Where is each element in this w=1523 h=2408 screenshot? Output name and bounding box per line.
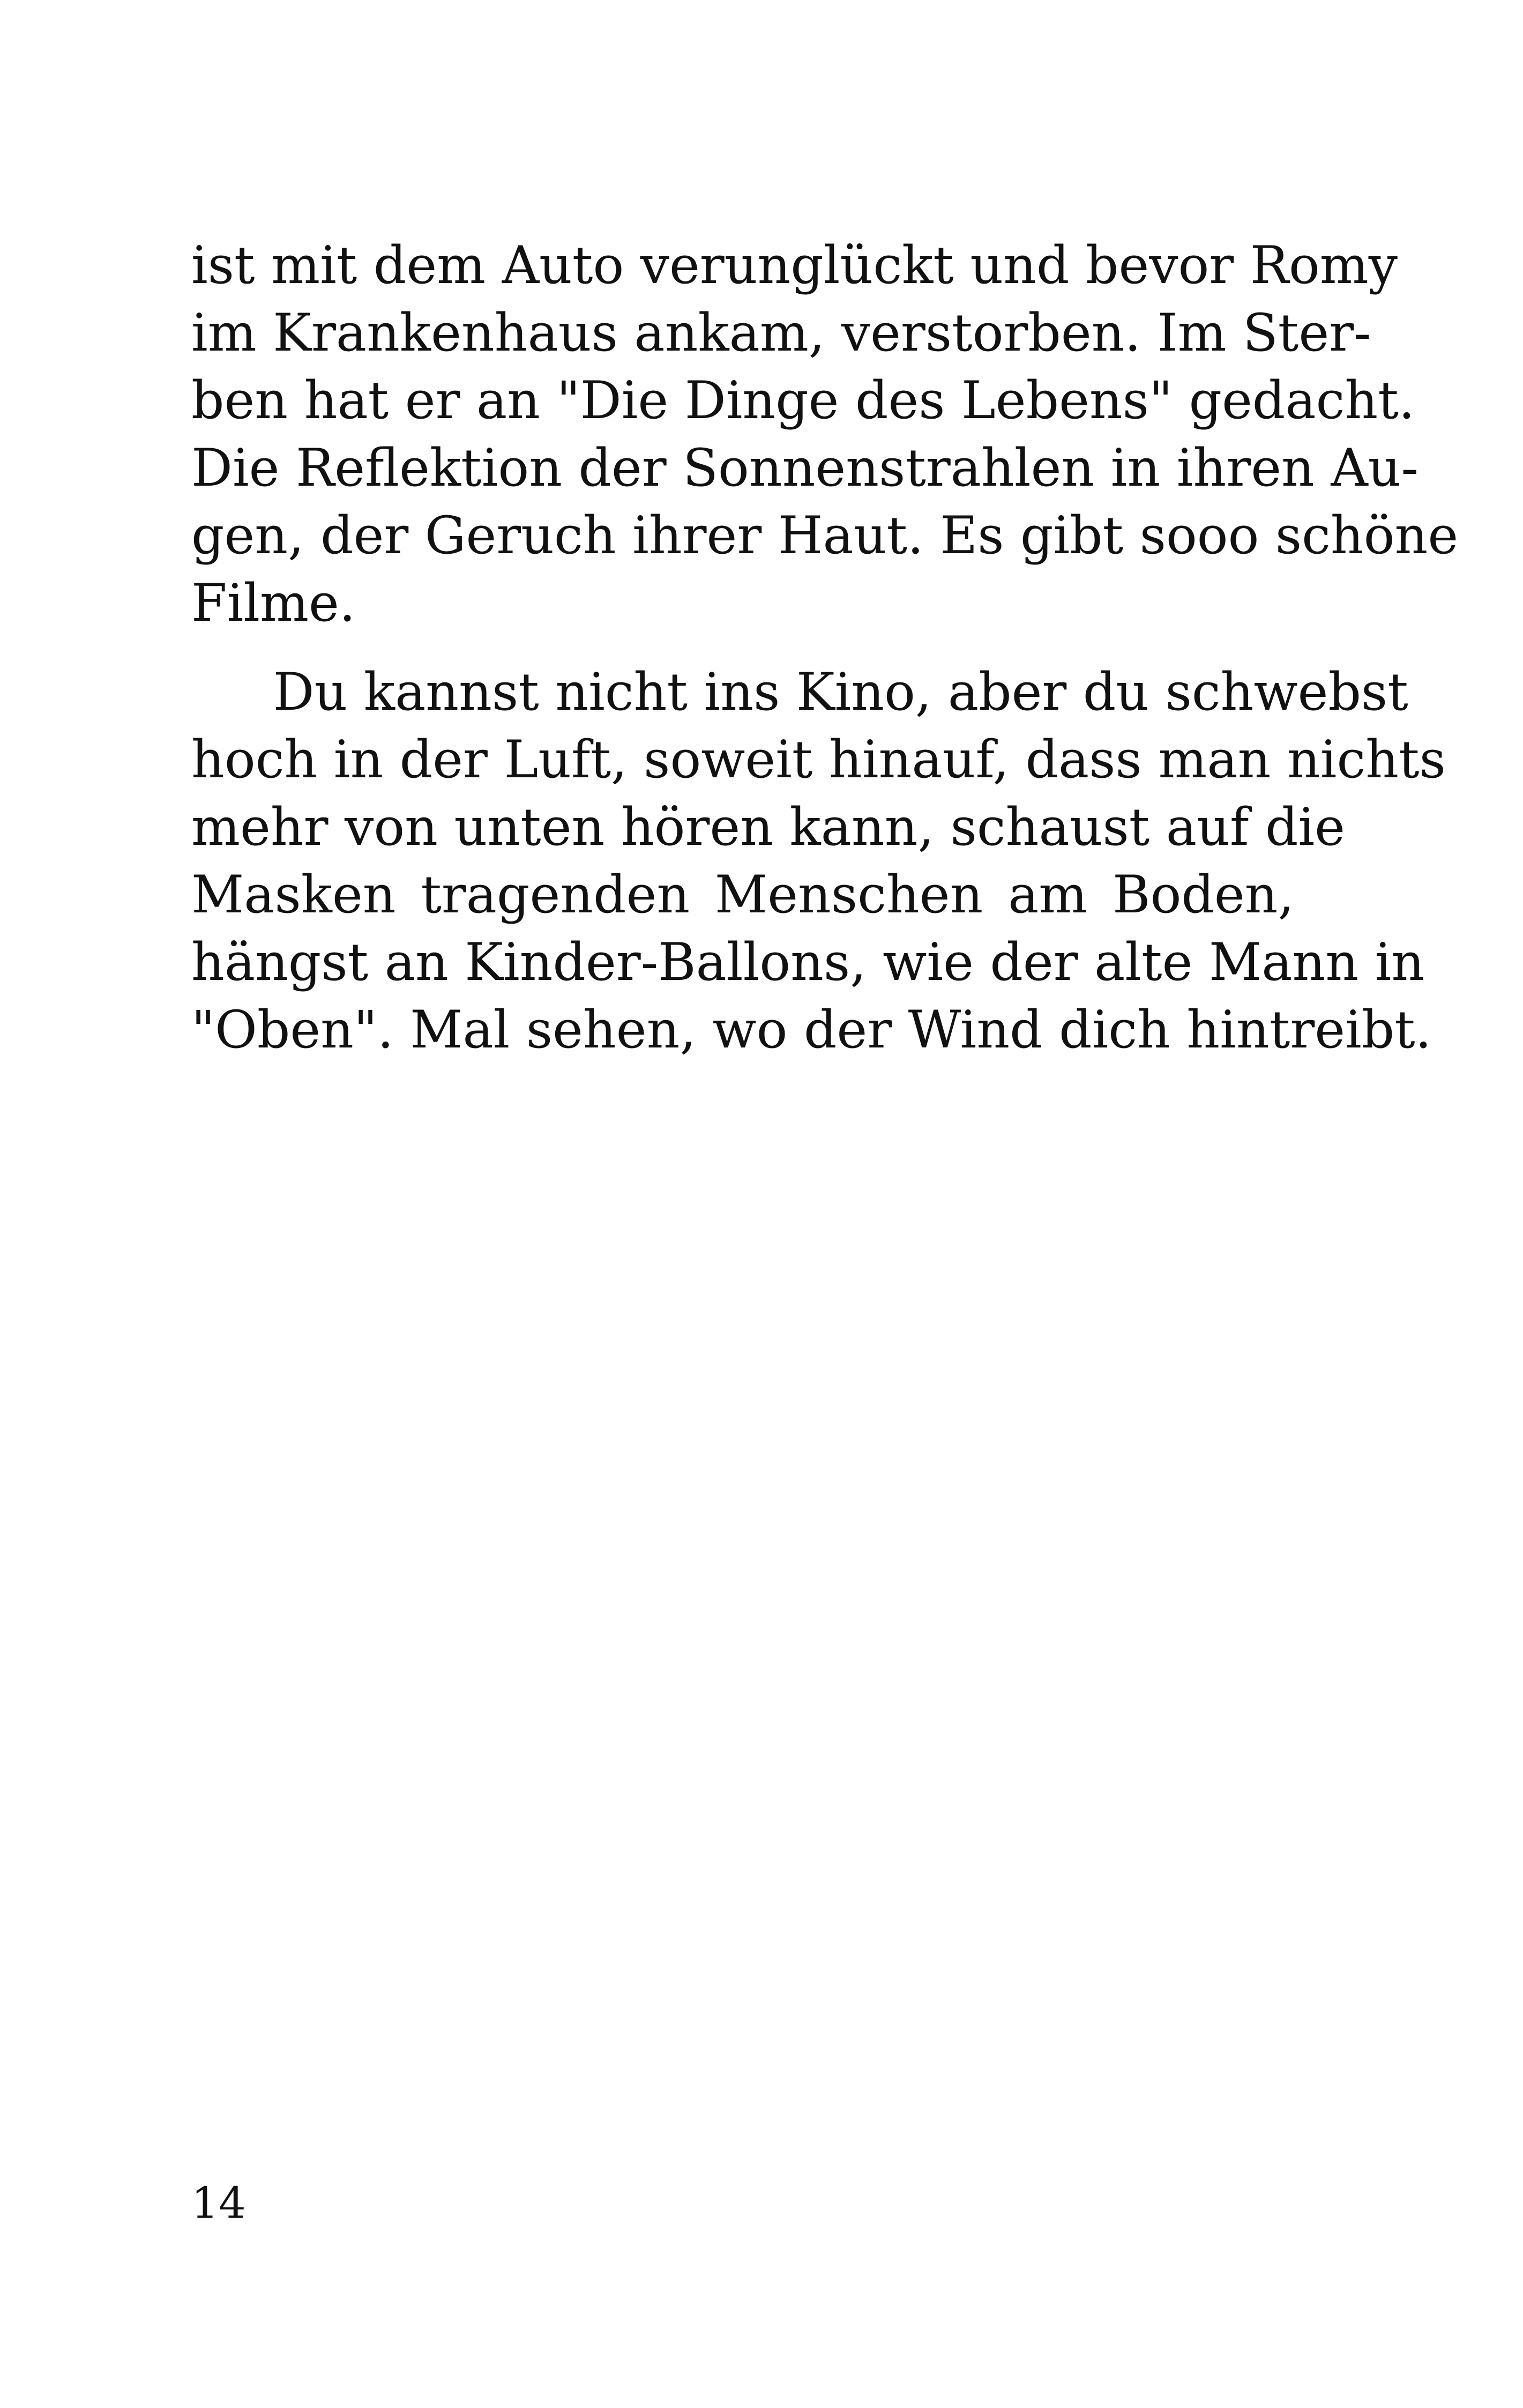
- text-line: gen, der Geruch ihrer Haut. Es gibt sooo schöne: [191, 506, 1459, 566]
- text-line: Filme.: [191, 573, 356, 633]
- text-line: mehr von unten hören kann, schaust auf die: [191, 797, 1345, 857]
- paragraph-gap: [191, 637, 1294, 658]
- page-number: 14: [191, 2178, 246, 2228]
- text-line: "Oben". Mal sehen, wo der Wind dich hintreibt.: [191, 1000, 1432, 1060]
- paragraph-1: [191, 232, 1459, 637]
- text-line: Die Reflektion der Sonnenstrahlen in ihren Au-: [191, 438, 1419, 498]
- text-line: hängst an Kinder-Ballons, wie der alte Mann in: [191, 932, 1425, 992]
- text-line: hoch in der Luft, soweit hinauf, dass man nichts: [191, 730, 1446, 790]
- text-line: ist mit dem Auto verunglückt und bevor Romy: [191, 235, 1398, 295]
- text-line: im Krankenhaus ankam, verstorben. Im Ster-: [191, 303, 1371, 363]
- text-line: Du kannst nicht ins Kino, aber du schwebst: [191, 662, 1408, 722]
- text-line: ben hat er an "Die Dinge des Lebens" gedacht.: [191, 370, 1415, 430]
- body-text: [191, 232, 1459, 1064]
- text-line: Masken tragenden Menschen am Boden,: [191, 865, 1294, 925]
- paragraph-2: [191, 658, 1446, 1064]
